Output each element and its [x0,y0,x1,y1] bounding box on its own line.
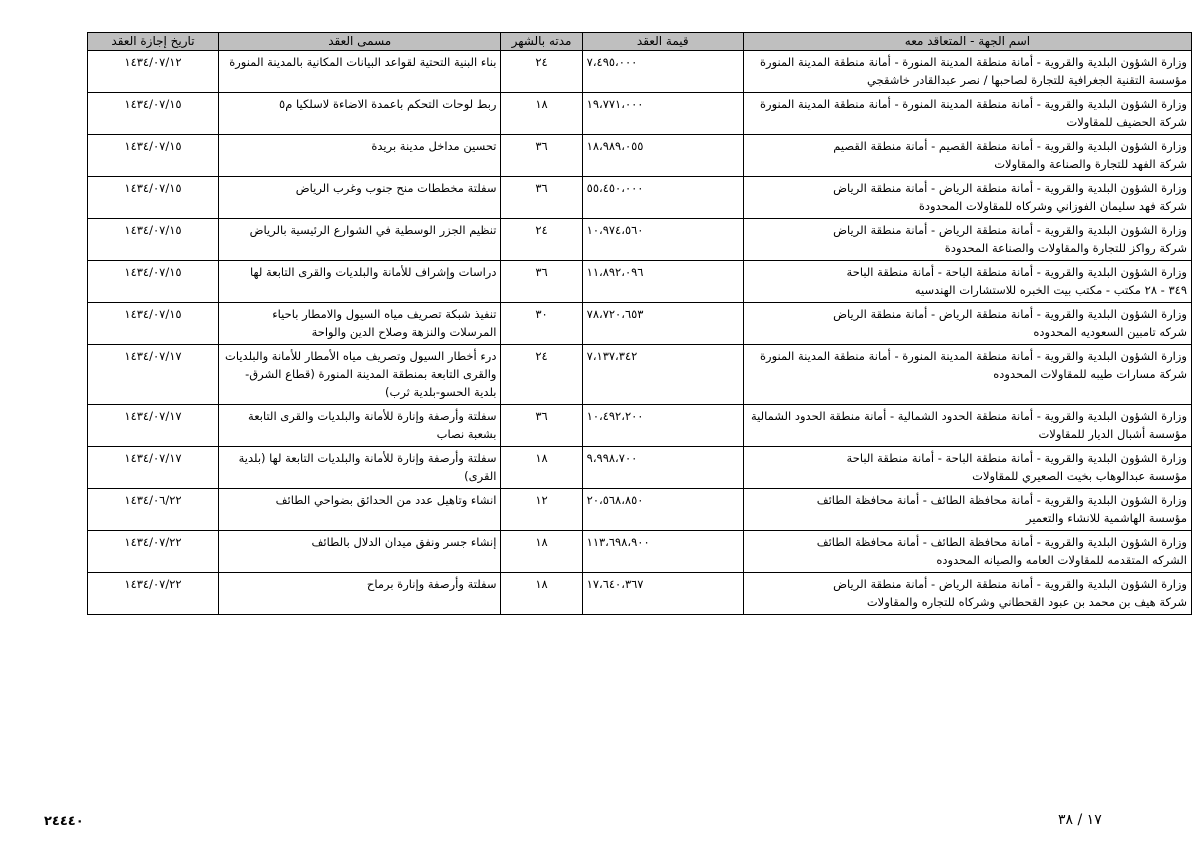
cell-duration: ٣٦ [501,405,582,447]
cell-duration: ٢٤ [501,51,582,93]
footer-reference-number: ٢٤٤٤٠ [44,814,84,829]
cell-duration: ٣٠ [501,303,582,345]
contractor-name: شركه تامبين السعوديه المحدوده [1033,325,1187,339]
cell-entity [743,219,1191,261]
table-row [88,405,1192,447]
cell-duration: ٣٦ [501,135,582,177]
table-row [88,489,1192,531]
entity-name: وزارة الشؤون البلدية والقروية - أمانة منطقة المدينة المنورة - أمانة منطقة المدينة المنورة [760,349,1187,363]
header-approval-date: تاريخ إجازة العقد [88,33,219,51]
cell-contract-name: تنفيذ شبكة تصريف مياه السيول والامطار باحياء المرسلات والنزهة وصلاح الدين والواحة [218,303,500,345]
cell-duration: ١٨ [501,93,582,135]
contractor-name: مؤسسة عبدالوهاب بخيت الصعيري للمقاولات [972,469,1187,483]
cell-entity [743,573,1191,615]
cell-contract-name: دراسات وإشراف للأمانة والبلديات والقرى التابعة لها [218,261,500,303]
cell-contract-name: سفلتة وأرصفة وإنارة برماح [218,573,500,615]
cell-contract-name: سفلتة مخططات منح جنوب وغرب الرياض [218,177,500,219]
header-duration: مدته بالشهر [501,33,582,51]
cell-contract-value: ١٠،٩٧٤،٥٦٠ [582,219,743,261]
cell-contract-value: ٥٥،٤٥٠،٠٠٠ [582,177,743,219]
contractor-name: شركة الحضيف للمقاولات [1066,115,1187,129]
contractor-name: شركة فهد سليمان الفوزاني وشركاه للمقاولات المحدودة [918,199,1187,213]
entity-name: وزارة الشؤون البلدية والقروية - أمانة منطقة الباحة - أمانة منطقة الباحة [846,451,1187,465]
cell-approval-date: ١٤٣٤/٠٧/١٥ [88,93,219,135]
cell-contract-name: ربط لوحات التحكم باعمدة الاضاءة لاسلكيا م٥ [218,93,500,135]
table-row [88,303,1192,345]
table-row [88,447,1192,489]
table-header-row [88,33,1192,51]
contractor-name: ٣٤٩ - ٢٨ مكتب - مكتب بيت الخبره للاستشارات الهندسيه [914,283,1187,297]
cell-contract-value: ٩،٩٩٨،٧٠٠ [582,447,743,489]
cell-duration: ١٨ [501,447,582,489]
cell-approval-date: ١٤٣٤/٠٧/١٥ [88,219,219,261]
contractor-name: مؤسسة الهاشمية للانشاء والتعمير [1025,511,1187,525]
cell-contract-name: سفلتة وأرصفة وإنارة للأمانة والبلديات والقرى التابعة بشعبة نصاب [218,405,500,447]
cell-contract-value: ١٨،٩٨٩،٠٥٥ [582,135,743,177]
cell-entity [743,405,1191,447]
entity-name: وزارة الشؤون البلدية والقروية - أمانة منطقة الرياض - أمانة منطقة الرياض [833,181,1187,195]
contractor-name: مؤسسة أشبال الديار للمقاولات [1038,427,1187,441]
cell-entity [743,93,1191,135]
cell-approval-date: ١٤٣٤/٠٧/١٥ [88,177,219,219]
cell-approval-date: ١٤٣٤/٠٧/١٥ [88,135,219,177]
cell-entity [743,261,1191,303]
table-row [88,531,1192,573]
table-row [88,93,1192,135]
cell-contract-name: إنشاء جسر ونفق ميدان الدلال بالطائف [218,531,500,573]
cell-entity [743,303,1191,345]
cell-contract-name: تنظيم الجزر الوسطية في الشوارع الرئيسية بالرياض [218,219,500,261]
cell-duration: ١٨ [501,573,582,615]
header-value: قيمة العقد [582,33,743,51]
cell-contract-value: ١٩،٧٧١،٠٠٠ [582,93,743,135]
cell-approval-date: ١٤٣٤/٠٧/١٥ [88,303,219,345]
entity-name: وزارة الشؤون البلدية والقروية - أمانة منطقة المدينة المنورة - أمانة منطقة المدينة المنورة [760,97,1187,111]
table-body [88,51,1192,615]
cell-approval-date: ١٤٣٤/٠٧/١٧ [88,405,219,447]
cell-contract-name: انشاء وتاهيل عدد من الحدائق بضواحي الطائف [218,489,500,531]
cell-entity [743,51,1191,93]
entity-name: وزارة الشؤون البلدية والقروية - أمانة محافظة الطائف - أمانة محافظة الطائف [816,535,1187,549]
cell-contract-value: ٢٠،٥٦٨،٨٥٠ [582,489,743,531]
table-row [88,219,1192,261]
page-number: ١٧ / ٣٨ [1058,812,1102,828]
cell-duration: ٢٤ [501,345,582,405]
entity-name: وزارة الشؤون البلدية والقروية - أمانة منطقة الرياض - أمانة منطقة الرياض [833,223,1187,237]
cell-entity [743,345,1191,405]
cell-contract-name: تحسين مداخل مدينة بريدة [218,135,500,177]
contracts-table [87,32,1192,615]
cell-contract-value: ١٠،٤٩٢،٢٠٠ [582,405,743,447]
table-row [88,573,1192,615]
cell-contract-value: ١١،٨٩٢،٠٩٦ [582,261,743,303]
table-row [88,261,1192,303]
contractor-name: الشركه المتقدمه للمقاولات العامه والصيانه المحدوده [936,553,1187,567]
cell-approval-date: ١٤٣٤/٠٧/١٥ [88,261,219,303]
cell-contract-value: ٧٨،٧٢٠،٦٥٣ [582,303,743,345]
header-contract-name: مسمى العقد [218,33,500,51]
entity-name: وزارة الشؤون البلدية والقروية - أمانة منطقة الباحة - أمانة منطقة الباحة [846,265,1187,279]
cell-contract-name: سفلتة وأرصفة وإنارة للأمانة والبلديات التابعة لها (بلدية القرى) [218,447,500,489]
contractor-name: شركة رواكز للتجارة والمقاولات والصناعة المحدودة [944,241,1187,255]
cell-duration: ٣٦ [501,261,582,303]
cell-entity [743,531,1191,573]
cell-entity [743,135,1191,177]
cell-duration: ٢٤ [501,219,582,261]
cell-contract-value: ١٧،٦٤٠،٣٦٧ [582,573,743,615]
table-row [88,51,1192,93]
entity-name: وزارة الشؤون البلدية والقروية - أمانة منطقة الحدود الشمالية - أمانة منطقة الحدود الشمالية [750,409,1187,423]
cell-contract-name: بناء البنية التحتية لقواعد البيانات المكانية بالمدينة المنورة [218,51,500,93]
contractor-name: مؤسسة التقنية الجغرافية للتجارة لصاحبها / نصر عبدالقادر خاشقجي [866,73,1187,87]
cell-entity [743,489,1191,531]
cell-entity [743,177,1191,219]
entity-name: وزارة الشؤون البلدية والقروية - أمانة منطقة القصيم - أمانة منطقة القصيم [833,139,1187,153]
cell-contract-value: ٧،٤٩٥،٠٠٠ [582,51,743,93]
cell-contract-value: ٧،١٣٧،٣٤٢ [582,345,743,405]
table-row [88,135,1192,177]
table-row [88,345,1192,405]
cell-approval-date: ١٤٣٤/٠٧/٢٢ [88,573,219,615]
entity-name: وزارة الشؤون البلدية والقروية - أمانة محافظة الطائف - أمانة محافظة الطائف [816,493,1187,507]
cell-approval-date: ١٤٣٤/٠٧/١٧ [88,447,219,489]
entity-name: وزارة الشؤون البلدية والقروية - أمانة منطقة الرياض - أمانة منطقة الرياض [833,307,1187,321]
cell-approval-date: ١٤٣٤/٠٦/٢٢ [88,489,219,531]
cell-contract-name: درء أخطار السيول وتصريف مياه الأمطار للأمانة والبلديات والقرى التابعة بمنطقة المدينة المنورة (قطاع الشرق-بلدية الحسو-بلدية ثرب) [218,345,500,405]
entity-name: وزارة الشؤون البلدية والقروية - أمانة منطقة المدينة المنورة - أمانة منطقة المدينة المنورة [760,55,1187,69]
entity-name: وزارة الشؤون البلدية والقروية - أمانة منطقة الرياض - أمانة منطقة الرياض [833,577,1187,591]
cell-approval-date: ١٤٣٤/٠٧/٢٢ [88,531,219,573]
cell-entity [743,447,1191,489]
cell-approval-date: ١٤٣٤/٠٧/١٢ [88,51,219,93]
cell-duration: ١٨ [501,531,582,573]
cell-duration: ١٢ [501,489,582,531]
contractor-name: شركة الفهد للتجارة والصناعة والمقاولات [994,157,1187,171]
cell-contract-value: ١١٣،٦٩٨،٩٠٠ [582,531,743,573]
header-entity: اسم الجهة - المتعاقد معه [743,33,1191,51]
contractor-name: شركة مسارات طيبه للمقاولات المحدوده [993,367,1187,381]
contractor-name: شركة هيف بن محمد بن عبود القحطاني وشركاه للتجاره والمقاولات [866,595,1187,609]
cell-approval-date: ١٤٣٤/٠٧/١٧ [88,345,219,405]
table-row [88,177,1192,219]
cell-duration: ٣٦ [501,177,582,219]
